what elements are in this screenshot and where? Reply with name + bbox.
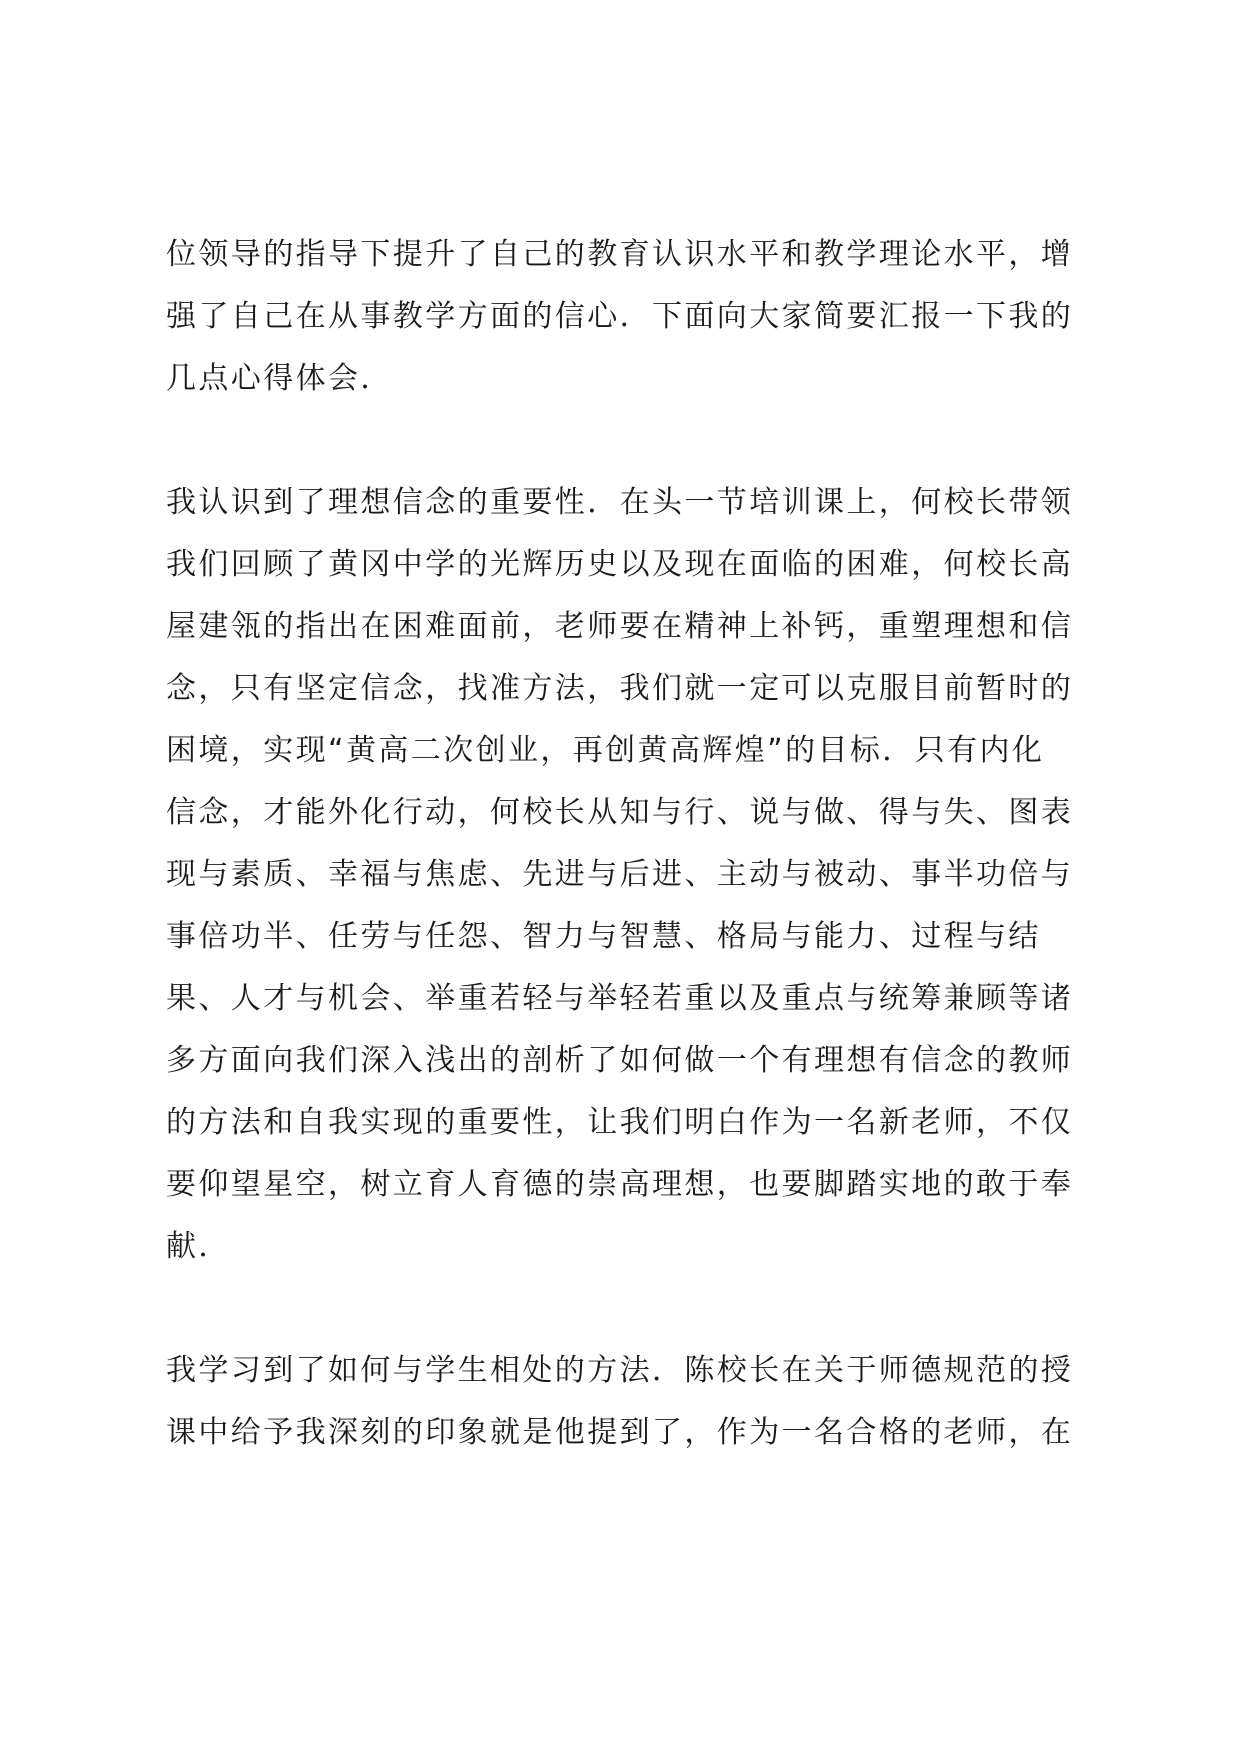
text-line: 屋建瓴的指出在困难面前，老师要在精神上补钙，重塑理想和信 — [166, 609, 1074, 644]
text-line: 事倍功半、任劳与任怨、智力与智慧、格局与能力、过程与结 — [166, 919, 1041, 954]
text-line: 困境，实现“黄高二次创业，再创黄高辉煌”的目标．只有内化 — [166, 733, 1045, 768]
text-line: 课中给予我深刻的印象就是他提到了，作为一名合格的老师，在 — [166, 1415, 1074, 1450]
text-line: 的方法和自我实现的重要性，让我们明白作为一名新老师，不仅 — [166, 1105, 1074, 1140]
text-line: 强了自己在从事教学方面的信心．下面向大家简要汇报一下我的 — [166, 299, 1074, 334]
text-line: 我认识到了理想信念的重要性．在头一节培训课上，何校长带领 — [166, 485, 1074, 520]
text-line: 要仰望星空，树立育人育德的崇高理想，也要脚踏实地的敢于奉 — [166, 1167, 1074, 1202]
text-line: 念，只有坚定信念，找准方法，我们就一定可以克服目前暂时的 — [166, 671, 1074, 706]
paragraph-gap — [166, 410, 1096, 472]
document-body — [166, 224, 1096, 1464]
text-line: 多方面向我们深入浅出的剖析了如何做一个有理想有信念的教师 — [166, 1043, 1074, 1078]
paragraph-2 — [166, 472, 1096, 1278]
paragraph-gap — [166, 1278, 1096, 1340]
text-line: 献． — [166, 1229, 231, 1264]
paragraph-1 — [166, 224, 1096, 410]
text-line: 我学习到了如何与学生相处的方法．陈校长在关于师德规范的授 — [166, 1353, 1074, 1388]
paragraph-3 — [166, 1340, 1096, 1464]
text-line: 信念，才能外化行动，何校长从知与行、说与做、得与失、图表 — [166, 795, 1074, 830]
text-line: 我们回顾了黄冈中学的光辉历史以及现在面临的困难，何校长高 — [166, 547, 1074, 582]
text-line: 现与素质、幸福与焦虑、先进与后进、主动与被动、事半功倍与 — [166, 857, 1074, 892]
text-line: 几点心得体会． — [166, 361, 393, 396]
text-line: 果、人才与机会、举重若轻与举轻若重以及重点与统筹兼顾等诸 — [166, 981, 1074, 1016]
text-line: 位领导的指导下提升了自己的教育认识水平和教学理论水平，增 — [166, 237, 1074, 272]
